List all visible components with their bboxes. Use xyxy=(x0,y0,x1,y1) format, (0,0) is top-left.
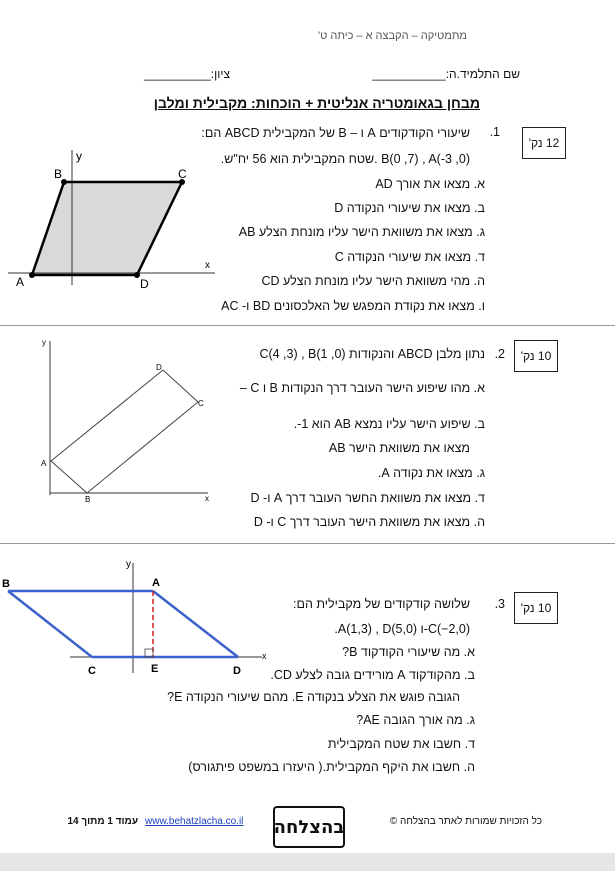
q1-item-e: ה. מהי משוואת הישר עליו מונחת הצלע CD xyxy=(261,274,485,288)
q1-label-d: D xyxy=(140,277,149,290)
q3-item-b-2: הגובה פוגש את הצלע בנקודה E. מהם שיעורי הנקודה E? xyxy=(167,690,460,704)
q1-point-a xyxy=(29,272,35,278)
q2-label-x: x xyxy=(205,494,209,503)
q2-points: 10 נק' xyxy=(520,349,552,363)
student-name-field[interactable]: שם התלמיד.ה:___________ xyxy=(372,67,520,81)
q3-item-a: א. מה שיעורי הקודקוד B? xyxy=(342,645,475,659)
q1-text: שיעורי הקודקודים A ו – B של המקבילית ABCD הם: xyxy=(201,126,470,140)
q3-label-c: C xyxy=(88,665,96,677)
page-bottom-band xyxy=(0,853,615,871)
website-link[interactable]: www.behatzlacha.co.il xyxy=(145,816,244,827)
q3-item-e: ה. חשבו את היקף המקבילית.( היעזרו במשפט פיתגורס) xyxy=(188,760,475,774)
q3-item-c: ג. מה אורך הגובה AE? xyxy=(356,713,475,727)
q1-label-y: y xyxy=(76,149,82,163)
logo-text: בהצלחה xyxy=(273,816,345,838)
q3-label-b: B xyxy=(2,578,10,590)
q1-item-b: ב. מצאו את שיעורי הנקודה D xyxy=(334,201,485,215)
q3-item-b: ב. מהקודקוד A מורידים גובה לצלע CD. xyxy=(270,668,475,682)
q2-item-d: ד. מצאו את משוואת החשר העובר דרך A ו- D xyxy=(250,491,485,505)
q1-item-a: א. מצאו את אורך AD xyxy=(375,177,485,191)
q1-label-a: A xyxy=(16,275,25,289)
q3-diagram xyxy=(0,555,275,680)
divider-1 xyxy=(0,325,615,326)
q3-points-box xyxy=(514,592,558,624)
divider-2 xyxy=(0,543,615,544)
q2-text: נתון מלבן ABCD והנקודות C(4 ,3) , B(1 ,0) xyxy=(259,347,485,361)
q2-item-a: א. מהו שיפוע הישר העובר דרך הנקודות B ו C – xyxy=(239,381,485,395)
page-number: עמוד 1 מתוך 14 xyxy=(67,816,138,827)
q2-rectangle xyxy=(51,370,198,493)
q3-coordinates: C(−2,0)-ו A(1,3) , D(5,0). xyxy=(334,622,470,636)
q1-item-d: ד. מצאו את שיעורי הנקודה C xyxy=(334,250,485,264)
q3-number: 3. xyxy=(494,597,505,611)
page-title: מבחן בגאומטריה אנליטית + הוכחות: מקבילית ומלבן xyxy=(153,95,480,111)
q2-item-b-2: מצאו את משוואת הישר AB xyxy=(328,441,470,455)
site-logo xyxy=(273,806,345,848)
q3-side-bc xyxy=(8,591,92,657)
q3-points: 10 נק' xyxy=(520,601,552,615)
q1-label-c: C xyxy=(178,167,187,181)
q1-points-box xyxy=(522,127,566,159)
q1-number: 1. xyxy=(489,125,500,139)
q3-label-y: y xyxy=(126,559,131,570)
subject-header: מתמטיקה – הקבצה א – כיתה ט' xyxy=(318,30,467,42)
q1-item-c: ג. מצאו את משוואת הישר עליו מונחת הצלע AB xyxy=(238,225,485,239)
q1-label-b: B xyxy=(54,167,63,181)
grade-field[interactable]: ציון:__________ xyxy=(144,67,230,81)
q3-label-d: D xyxy=(233,665,241,677)
q2-label-d: D xyxy=(156,363,162,372)
q2-label-c: C xyxy=(198,399,204,408)
q1-points: 12 נק' xyxy=(528,136,560,150)
q2-label-y: y xyxy=(42,338,46,347)
q2-item-e: ה. מצאו את משוואת הישר העובר דרך C ו- D xyxy=(253,515,485,529)
q2-label-b: B xyxy=(85,495,91,504)
footer-rights: כל הזכויות שמורות לאתר בהצלחה © xyxy=(389,816,542,827)
q2-number: 2. xyxy=(494,347,505,361)
q1-coordinates: B(0 ,7) , A(-3 ,0) .שטח המקבילית הוא 56 יח"ש. xyxy=(220,152,470,166)
q2-diagram xyxy=(30,333,220,508)
q3-side-ad xyxy=(153,591,238,657)
q1-label-x: x xyxy=(205,260,210,271)
q2-label-a: A xyxy=(41,459,47,468)
q2-item-b: ב. שיפוע הישר עליו נמצא AB הוא 1-. xyxy=(293,417,485,431)
q3-item-d: ד. חשבו את שטח המקבילית xyxy=(327,737,475,751)
q2-points-box xyxy=(514,340,558,372)
q3-text: שלושה קודקודים של מקבילית הם: xyxy=(293,597,470,611)
q1-diagram xyxy=(0,140,230,290)
q1-item-f: ו. מצאו את נקודת המפגש של האלכסונים BD ו- AC xyxy=(221,299,485,313)
q2-item-c: ג. מצאו את נקודה A. xyxy=(377,466,485,480)
q3-label-a: A xyxy=(152,577,160,589)
q3-label-x: x xyxy=(262,651,267,661)
q3-label-e: E xyxy=(151,663,159,675)
